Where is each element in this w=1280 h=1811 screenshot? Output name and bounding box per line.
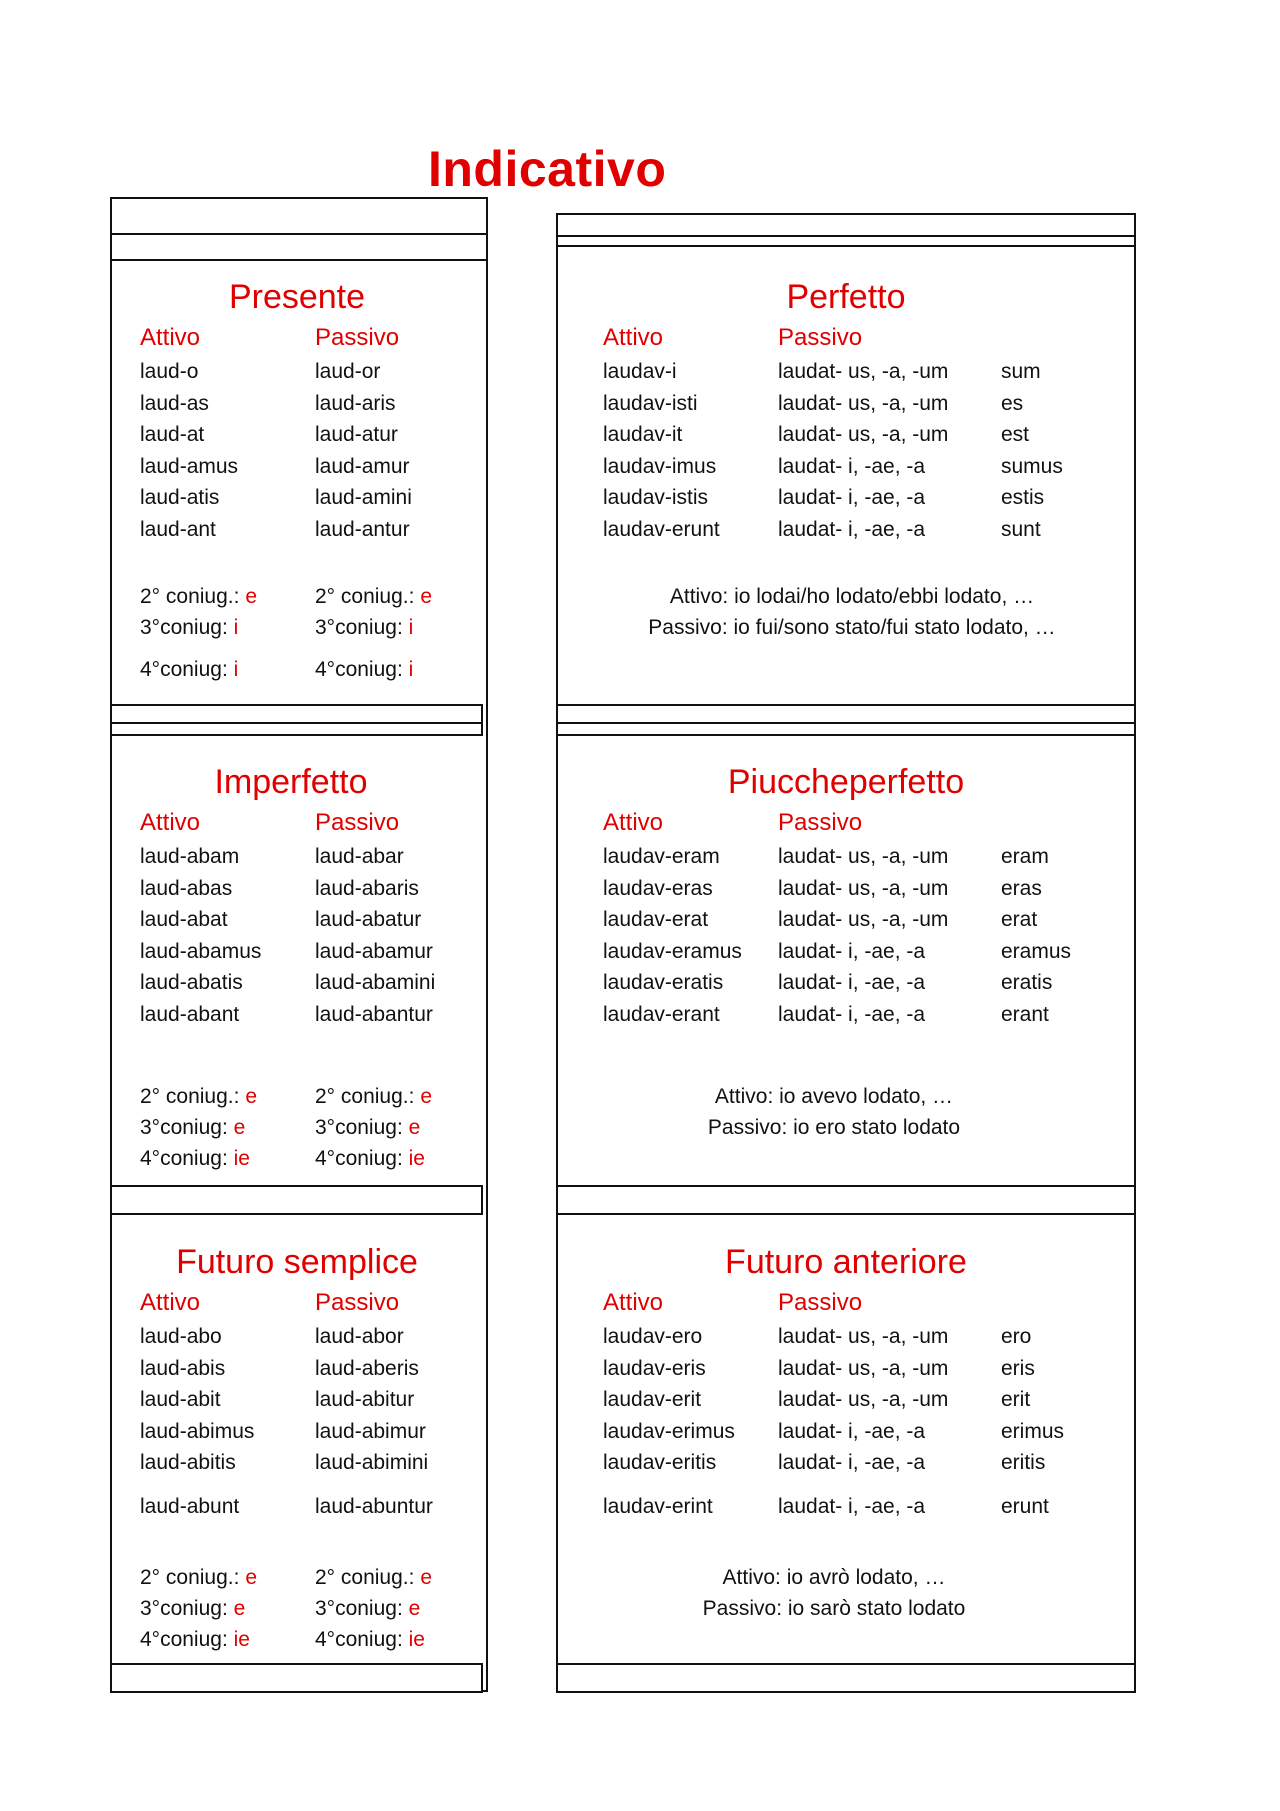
passive-header: Passivo (778, 809, 863, 836)
table-row: laudav-erunt laudat- i, -ae, -a sunt (603, 517, 1041, 541)
active-header: Attivo (603, 809, 664, 836)
passive-header: Passivo (315, 809, 400, 836)
conj-note: 4°coniug: ie (315, 1147, 425, 1170)
table-row: laud-o laud-or (140, 360, 381, 383)
table-row: laud-abo laud-abor (140, 1325, 404, 1348)
table-row: laud-abam laud-abar (140, 845, 404, 868)
translation-note: Passivo: io ero stato lodato (707, 1116, 961, 1139)
passive-header: Passivo (315, 1289, 400, 1316)
panel-title: Imperfetto (214, 763, 368, 801)
active-header: Attivo (140, 809, 201, 836)
table-row: laud-abamus laud-abamur (140, 939, 433, 963)
panel-imperfetto (112, 755, 482, 1185)
table-row: laud-at laud-atur (140, 423, 398, 446)
translation-note: Attivo: io avrò lodato, … (722, 1566, 946, 1589)
table-row: laud-abitis laud-abimini (140, 1451, 429, 1474)
panel-title: Perfetto (786, 278, 906, 316)
table-row: laudav-erat laudat- us, -a, -um erat (603, 908, 1038, 931)
conj-note: 3°coniug: e (315, 1116, 421, 1139)
conjugation-table (112, 845, 482, 1034)
conj-note: 2° coniug.: e (315, 585, 432, 608)
table-row: laud-amus laud-amur (140, 454, 410, 478)
table-row: laudav-erant laudat- i, -ae, -a erant (603, 1002, 1049, 1026)
table-row: laud-abas laud-abaris (140, 876, 419, 900)
active-header: Attivo (140, 1289, 201, 1316)
table-row: laud-abit laud-abitur (140, 1388, 415, 1411)
conj-note: 3°coniug: e (140, 1597, 246, 1620)
left-divider-1b (110, 722, 483, 736)
panel-title: Presente (228, 278, 366, 316)
conj-note: 3°coniug: i (315, 616, 414, 639)
panel-piuccheperfetto (558, 755, 1134, 1185)
left-top-strip (110, 197, 488, 235)
right-divider-3 (556, 1663, 1136, 1693)
conj-note: 3°coniug: i (140, 616, 239, 639)
left-top-strip-inner (110, 233, 488, 261)
table-row: laudav-isti laudat- us, -a, -um es (603, 391, 1024, 415)
conj-note: 2° coniug.: e (315, 1566, 432, 1589)
right-divider-1b (556, 722, 1136, 736)
conjugation-table (558, 360, 1134, 549)
table-row: laud-abatis laud-abamini (140, 971, 436, 994)
table-row: laud-ant laud-antur (140, 517, 410, 541)
table-row: laudav-istis laudat- i, -ae, -a estis (603, 486, 1045, 509)
table-row: laudav-eram laudat- us, -a, -um eram (603, 845, 1049, 868)
table-row: laudav-erimus laudat- i, -ae, -a erimus (603, 1419, 1065, 1443)
left-divider-3 (110, 1663, 483, 1693)
panel-title: Futuro anteriore (725, 1243, 967, 1281)
panel-perfetto (558, 270, 1134, 700)
table-row: laudav-eramus laudat- i, -ae, -a eramus (603, 939, 1072, 963)
conj-note: 3°coniug: e (140, 1116, 246, 1139)
conj-note: 2° coniug.: e (140, 1085, 257, 1108)
table-row: laudav-eris laudat- us, -a, -um eris (603, 1356, 1035, 1380)
table-row: laudav-eritis laudat- i, -ae, -a eritis (603, 1451, 1046, 1474)
translation-note: Passivo: io fui/sono stato/fui stato lodato, … (648, 616, 1056, 639)
conj-note: 2° coniug.: e (140, 585, 257, 608)
panel-futuro-anteriore (558, 1235, 1134, 1660)
table-row: laud-abimus laud-abimur (140, 1419, 426, 1443)
conj-note: 4°coniug: ie (140, 1147, 250, 1170)
conjugation-table (112, 1325, 482, 1526)
conj-note: 2° coniug.: e (140, 1566, 257, 1589)
passive-header: Passivo (778, 324, 863, 351)
table-row: laud-as laud-aris (140, 391, 396, 415)
table-row: laudav-ero laudat- us, -a, -um ero (603, 1325, 1032, 1348)
table-row: laud-abat laud-abatur (140, 908, 422, 931)
translation-note: Attivo: io lodai/ho lodato/ebbi lodato, … (669, 585, 1035, 608)
conj-note: 4°coniug: ie (315, 1628, 425, 1651)
table-row: laudav-it laudat- us, -a, -um est (603, 423, 1030, 446)
table-row: laudav-i laudat- us, -a, -um sum (603, 360, 1041, 383)
table-row: laud-abunt laud-abuntur (140, 1494, 433, 1518)
table-row: laudav-imus laudat- i, -ae, -a sumus (603, 454, 1063, 478)
passive-header: Passivo (778, 1289, 863, 1316)
panel-title: Futuro semplice (176, 1243, 418, 1281)
table-row: laudav-eras laudat- us, -a, -um eras (603, 876, 1042, 900)
left-divider-2 (110, 1185, 483, 1215)
conjugation-table (558, 1325, 1134, 1526)
passive-header: Passivo (315, 324, 400, 351)
table-row: laudav-erit laudat- us, -a, -um erit (603, 1388, 1031, 1411)
conj-note: 3°coniug: e (315, 1597, 421, 1620)
table-row: laud-abant laud-abantur (140, 1002, 433, 1026)
conjugation-table (558, 845, 1134, 1034)
conj-note: 4°coniug: i (315, 658, 414, 681)
active-header: Attivo (603, 324, 664, 351)
conj-note: 4°coniug: i (140, 658, 239, 681)
right-divider-2 (556, 1185, 1136, 1215)
page-title: Indicativo (428, 141, 667, 197)
translation-note: Attivo: io avevo lodato, … (714, 1085, 954, 1108)
active-header: Attivo (603, 1289, 664, 1316)
panel-futuro-semplice (112, 1235, 482, 1660)
active-header: Attivo (140, 324, 201, 351)
panel-title: Piuccheperfetto (727, 763, 965, 801)
conj-note: 4°coniug: ie (140, 1628, 250, 1651)
conj-note: 2° coniug.: e (315, 1085, 432, 1108)
table-row: laudav-erint laudat- i, -ae, -a erunt (603, 1494, 1049, 1518)
table-row: laud-abis laud-aberis (140, 1356, 419, 1380)
conjugation-table (112, 360, 482, 549)
right-top-strip-inner (556, 235, 1136, 247)
table-row: laudav-eratis laudat- i, -ae, -a eratis (603, 971, 1053, 994)
translation-note: Passivo: io sarò stato lodato (702, 1597, 966, 1620)
panel-presente (112, 270, 482, 700)
table-row: laud-atis laud-amini (140, 486, 412, 509)
